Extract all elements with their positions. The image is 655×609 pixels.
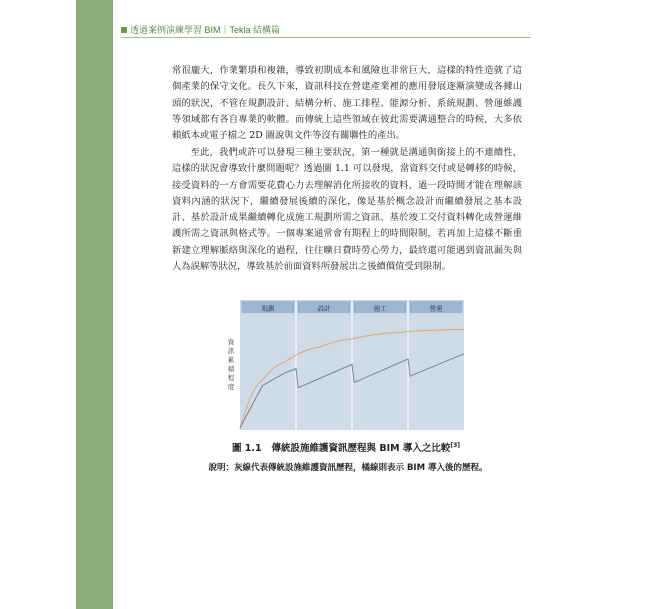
phase-label: 營運 (429, 304, 443, 313)
figure-chart (222, 300, 470, 430)
phase-label: 施工 (373, 304, 387, 313)
chapter-side-bar (76, 0, 176, 609)
page-number: 18 (162, 568, 176, 582)
paragraph-1: 常很龐大，作業繁瑣和複雜，導致初期成本和風險也非常巨大，這樣的特性造就了這個產業的保守文化。長久下來，資訊科技在營建產業裡的應用發展逐漸演變成各據山頭的狀況，不管在規劃設計、結構分析、施工排程、能源分析、系統規劃、營運維護等領域都有各自專業的軟體。而傳統上這些領域在彼此需要溝通整合的時候，大多依賴紙本或電子檔之 2D 圖說與文件等沒有關聯性的產出。 (172, 65, 522, 142)
y-axis-label-char: 度 (227, 383, 235, 391)
phase-label: 設計 (317, 304, 331, 313)
y-axis-label-char: 訊 (227, 347, 235, 355)
figure-note: 說明：灰線代表傳統設施維護資訊歷程，橘線則表示 BIM 導入後的歷程。 (208, 463, 488, 473)
header-title: 透過案例演練學習 BIM｜Tekla 結構篇 (130, 25, 281, 35)
chart-svg (222, 300, 470, 430)
header-rule (121, 37, 531, 38)
figure-caption (160, 440, 532, 454)
figure-label: 圖 1.1 (231, 443, 262, 454)
y-axis-label-char: 累 (227, 356, 235, 364)
y-axis-label-char: 資 (227, 338, 235, 346)
phase-label: 規劃 (261, 304, 275, 313)
header-marker-icon (121, 27, 127, 33)
figure-reference: [3] (450, 441, 461, 449)
y-axis-label-char: 程 (227, 374, 235, 382)
running-header (121, 23, 531, 36)
figure-title: 傳統設施維護資訊歷程與 BIM 導入之比較 (271, 443, 451, 454)
y-axis-label-char: 積 (227, 365, 235, 373)
paragraph-2: 至此，我們或許可以發現三種主要狀況，第一種就是溝通與銜接上的不連續性，這樣的狀況會導致什麼問題呢？透過圖 1.1 可以發現，當資料交付或是轉移的時候，接受資料的一方會需要花費心力去理解消化所接收的資料，過一段時間才能在理解該資料內涵的狀況下，繼續發展後續的深化，像是基於概念設計而繼續發展之基本設計、基於設計成果繼續轉化成施工規劃所需之資訊、基於竣工交付資料轉化成營運維護所需之資訊與格式等。一個專案通常會有期程上的時間限制，若再加上這樣不斷重新建立理解脈絡與深化的過程，往往曠日費時勞心勞力，最終還可能遇到資訊漏失與人為誤解等狀況，導致基於前面資料所發展出之後續價值受到限制。 (172, 147, 522, 273)
